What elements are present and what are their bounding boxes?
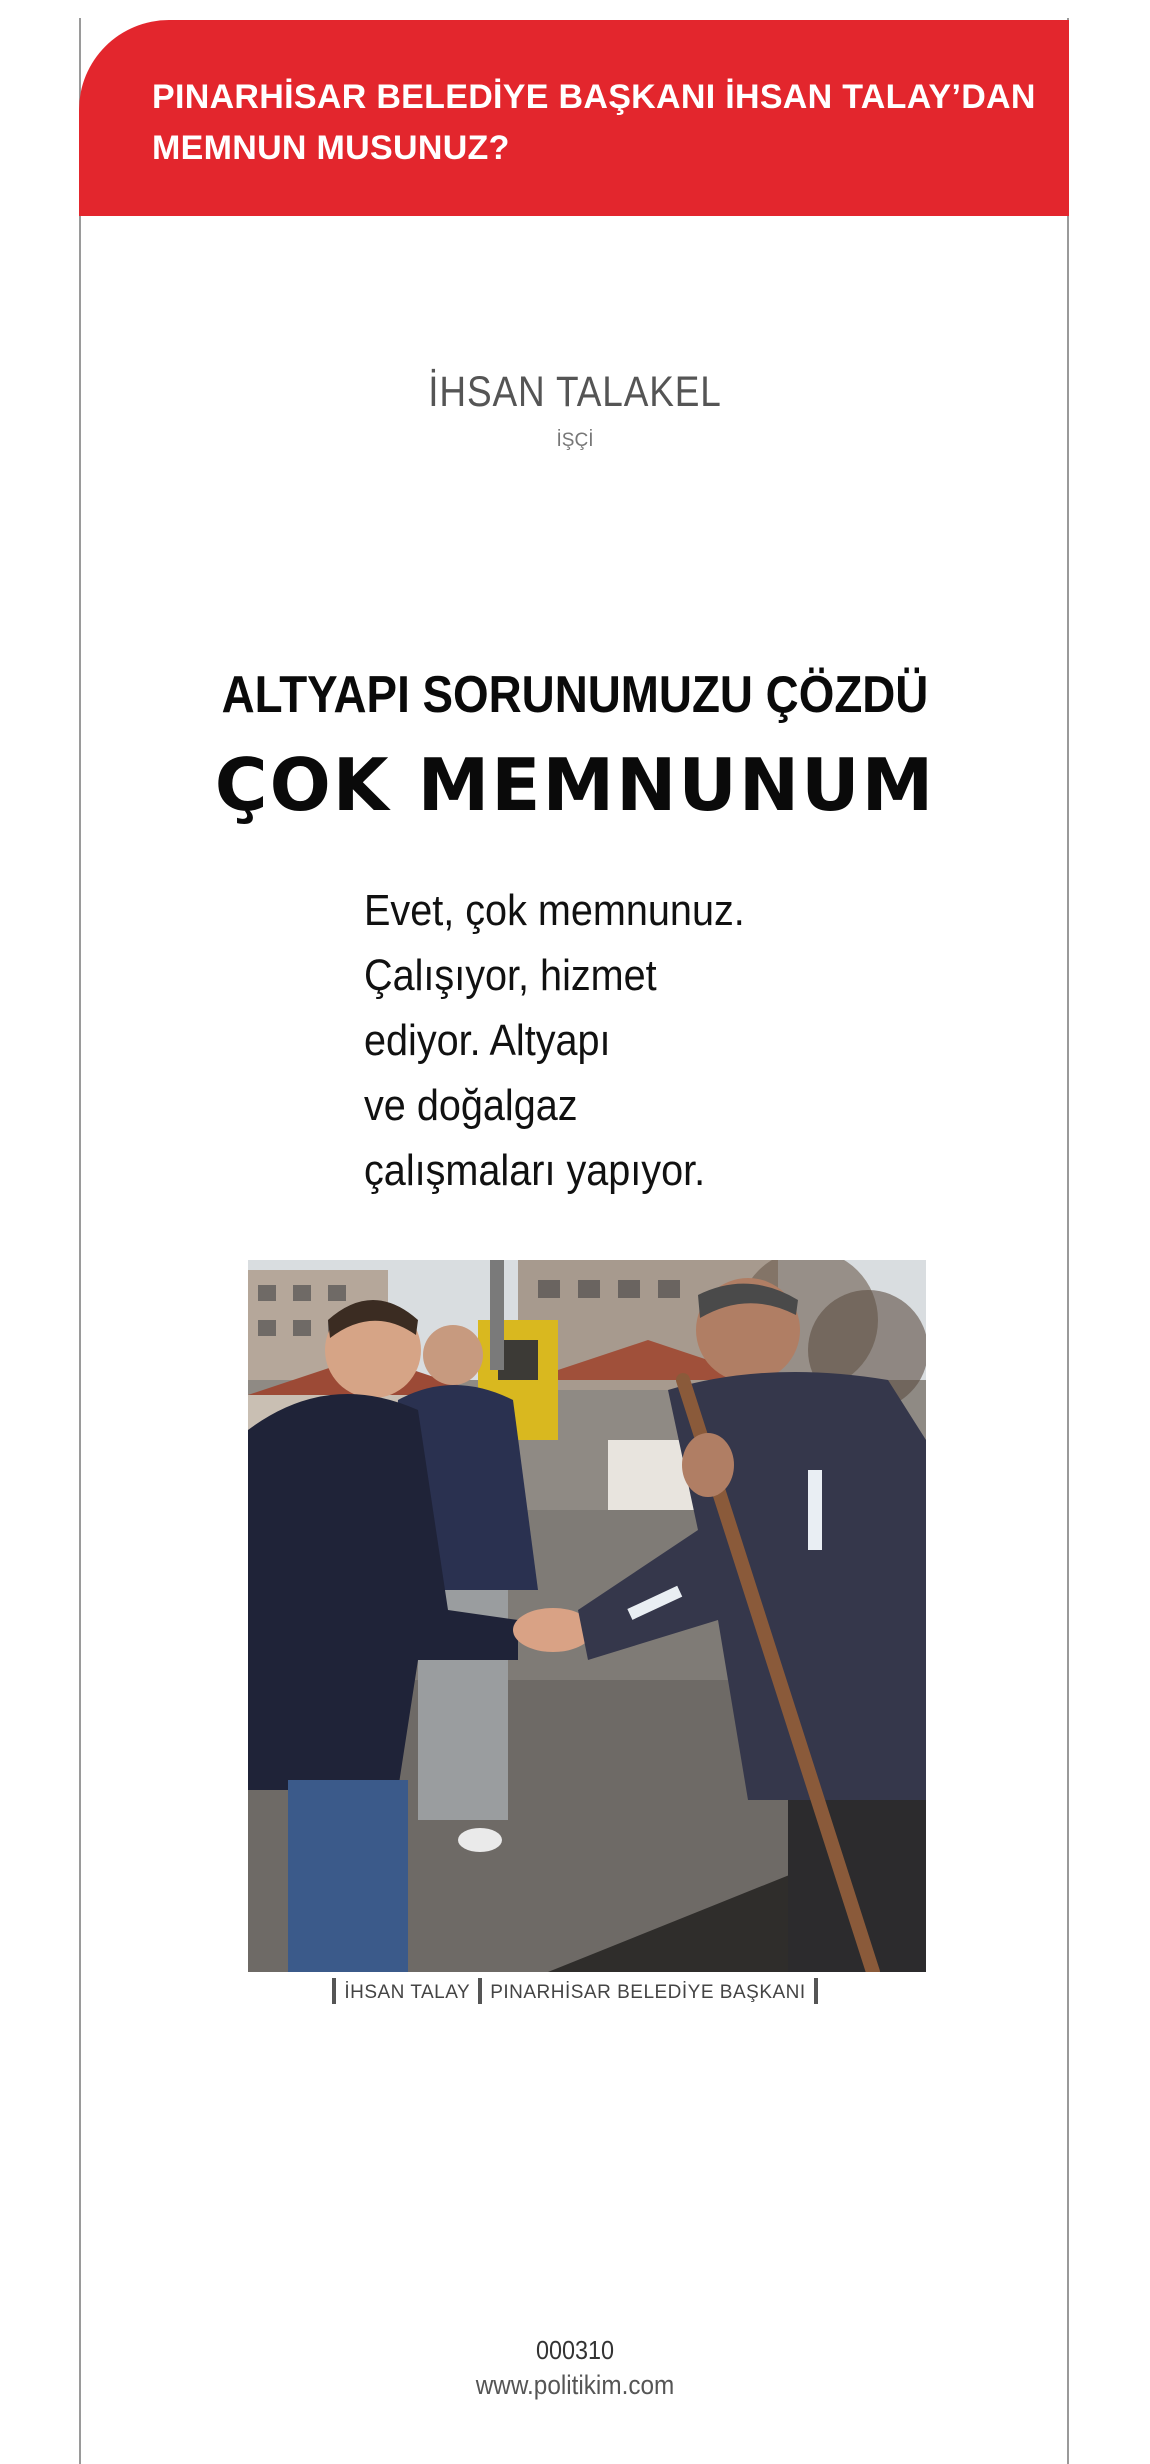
footer-url[interactable]: www.politikim.com [475,2370,675,2400]
quote-line: ediyor. Altyapı [364,1016,611,1065]
footer-code: 000310 [535,2335,615,2365]
caption-name: İHSAN TALAY [344,1982,471,2003]
quote-line: ve doğalgaz [364,1081,578,1130]
caption-divider [478,1978,482,2004]
caption-divider [332,1978,336,2004]
quote-block [364,878,868,1203]
survey-question: PINARHİSAR BELEDİYE BAŞKANI İHSAN TALAY’DAN MEMNUN MUSUNUZ? [152,78,1036,167]
quote-line: Evet, çok memnunuz. [364,886,745,935]
headline-secondary: ÇOK MEMNUNUM [214,743,936,827]
quote-line: çalışmaları yapıyor. [364,1146,706,1195]
headline-primary: ALTYAPI SORUNUMUZU ÇÖZDÜ [221,666,929,724]
caption-title: PINARHİSAR BELEDİYE BAŞKANI [490,1982,806,2003]
respondent-role: İŞÇİ [556,430,594,451]
respondent-name: İHSAN TALAKEL [428,368,722,416]
quote-line: Çalışıyor, hizmet [364,951,657,1000]
caption-divider [814,1978,818,2004]
handshake-photo [248,1260,926,1972]
photo-caption [0,1978,1150,2004]
header-banner [79,20,1069,216]
